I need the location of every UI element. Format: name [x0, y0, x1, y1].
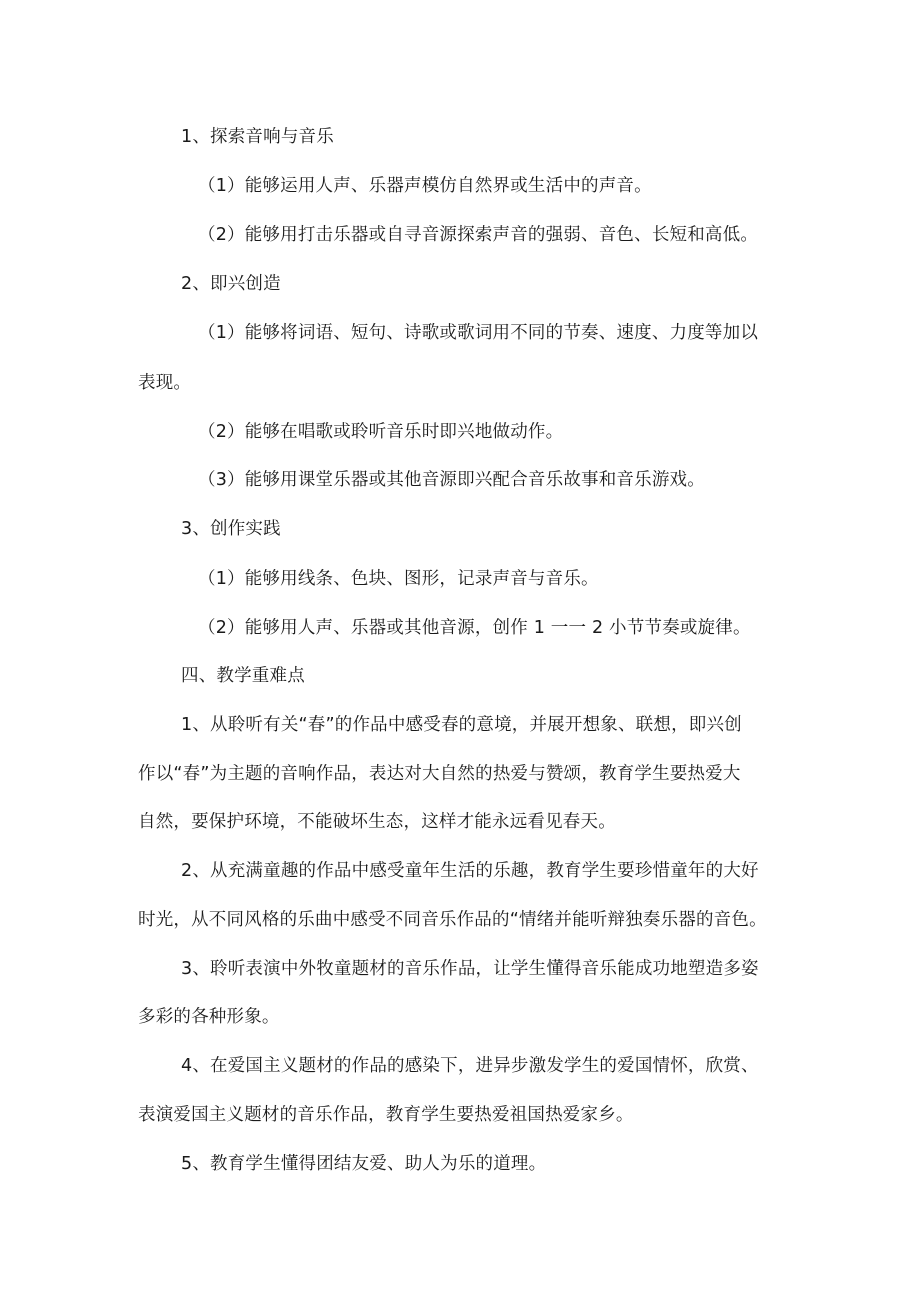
paragraph-line: （1）能够用线条、色块、图形，记录声音与音乐。	[198, 569, 599, 589]
paragraph-line: 表现。	[138, 373, 192, 393]
paragraph-line: 1、从聆听有关“春”的作品中感受春的意境，并展开想象、联想，即兴创	[181, 715, 742, 735]
paragraph-line: 作以“春”为主题的音响作品，表达对大自然的热爱与赞颂，教育学生要热爱大	[138, 764, 741, 784]
paragraph-line: （3）能够用课堂乐器或其他音源即兴配合音乐故事和音乐游戏。	[198, 470, 705, 490]
heading-improvisation: 2、即兴创造	[181, 274, 281, 294]
heading-creative-practice: 3、创作实践	[181, 519, 281, 539]
paragraph-line: （2）能够用打击乐器或自寻音源探索声音的强弱、音色、长短和高低。	[198, 225, 759, 245]
paragraph-line: 时光，从不同风格的乐曲中感受不同音乐作品的“情绪并能听辩独奏乐器的音色。	[138, 910, 767, 930]
section-heading-key-points: 四、教学重难点	[181, 666, 305, 686]
paragraph-line: 4、在爱国主义题材的作品的感染下，进异步激发学生的爱国情怀，欣赏、	[181, 1056, 759, 1076]
paragraph-line: 2、从充满童趣的作品中感受童年生活的乐趣，教育学生要珍惜童年的大好	[181, 861, 759, 881]
paragraph-line: （1）能够将词语、短句、诗歌或歌词用不同的节奏、速度、力度等加以	[198, 323, 759, 343]
paragraph-line: （2）能够用人声、乐器或其他音源，创作 1 一一 2 小节节奏或旋律。	[198, 618, 751, 638]
paragraph-line: （1）能够运用人声、乐器声模仿自然界或生活中的声音。	[198, 176, 652, 196]
paragraph-line: 自然，要保护环境，不能破坏生态，这样才能永远看见春天。	[138, 812, 616, 832]
paragraph-line: 表演爱国主义题材的音乐作品，教育学生要热爱祖国热爱家乡。	[138, 1105, 634, 1125]
paragraph-line: （2）能够在唱歌或聆听音乐时即兴地做动作。	[198, 422, 564, 442]
paragraph-line: 多彩的各种形象。	[138, 1007, 280, 1027]
paragraph-line: 3、聆听表演中外牧童题材的音乐作品，让学生懂得音乐能成功地塑造多姿	[181, 959, 759, 979]
heading-explore-sound: 1、探索音响与音乐	[181, 127, 334, 147]
paragraph-line: 5、教育学生懂得团结友爱、助人为乐的道理。	[181, 1154, 547, 1174]
